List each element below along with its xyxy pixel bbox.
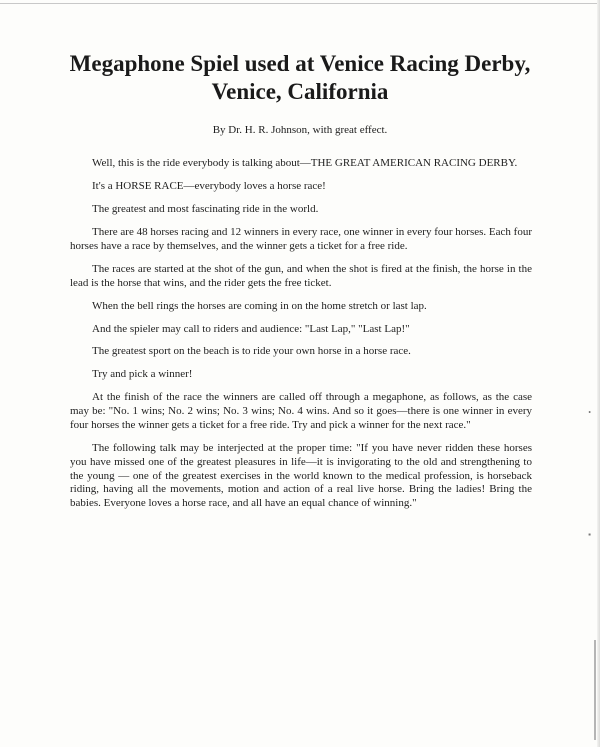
scan-top-edge [0, 3, 600, 4]
margin-mark: ▪ [588, 530, 591, 539]
paragraph: And the spieler may call to riders and audience: "Last Lap," "Last Lap!" [92, 322, 410, 335]
paragraph: There are 48 horses racing and 12 winners in every race, one winner in every four horses. Each four horses have a race by themselves, and the winner gets a ticket for a free ride. [70, 225, 532, 252]
margin-mark: • [588, 408, 591, 417]
paragraph: When the bell rings the horses are coming in on the home stretch or last lap. [92, 299, 427, 312]
document-body [70, 157, 532, 520]
paragraph: Well, this is the ride everybody is talking about—THE GREAT AMERICAN RACING DERBY. [92, 157, 518, 169]
paragraph: Try and pick a winner! [92, 368, 193, 381]
paragraph: The greatest sport on the beach is to ride your own horse in a horse race. [92, 345, 411, 358]
paragraph: At the finish of the race the winners are called off through a megaphone, as follows, as the case may be: "No. 1 wins; No. 2 wins; No. 3 wins; No. 4 wins. And so it goes—there is one winner in every four horses the winner gets a ticket for a free ride. Try and pick a winner for the next race." [70, 391, 532, 432]
paragraph: The following talk may be interjected at the proper time: "If you have never ridden these horses you have missed one of the greatest pleasures in life—it is invigorating to the old and strengthening to the young — one of the greatest exercises in the world known to the medical profession, is horseback riding, having all the movements, motion and action of a real live horse. Bring the ladies! Bring the babies. Everyone loves a horse race, and all have an equal chance of winning." [70, 442, 532, 510]
paragraph: It's a HORSE RACE—everybody loves a horse race! [92, 179, 326, 192]
paragraph: The greatest and most fascinating ride in the world. [92, 202, 319, 215]
document-title: Megaphone Spiel used at Venice Racing Derby, Venice, California [69, 51, 531, 104]
scan-artifact [594, 640, 596, 740]
paragraph: The races are started at the shot of the gun, and when the shot is fired at the finish, the horse in the lead is the horse that wins, and the rider gets the free ticket. [70, 262, 532, 289]
byline: By Dr. H. R. Johnson, with great effect. [212, 124, 388, 136]
